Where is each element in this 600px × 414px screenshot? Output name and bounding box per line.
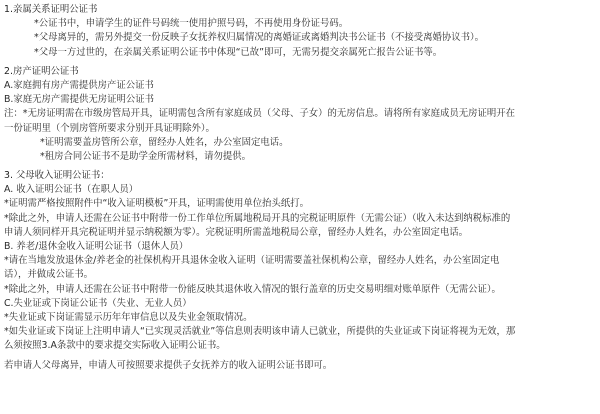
section-3-line: *请在当地发放退休金/养老金的社保机构开具退休金收入证明（证明需要盖社保机构公章，留经办人姓名，办公室固定电: [4, 255, 500, 267]
section-3-line: *失业证或下岗证需显示历年年审信息以及失业金领取情况。: [4, 311, 253, 323]
section-2-note: 注：*无房证明需在市级房管局开具，证明需包含所有家庭成员（父母、子女）的无房信息。请将所有家庭成员无房证明开在: [4, 108, 515, 120]
section-1-title: 1.亲属关系证明公证书: [4, 4, 98, 15]
footer-note: 若申请人父母离异，申请人可按照要求提供子女抚养方的收入证明公证书即可。: [4, 359, 333, 371]
section-3-line: *除此之外，申请人还需在公证书中附带一份能反映其退休收入情况的银行盖章的历史交易明细对账单原件（无需公证）。: [4, 283, 501, 295]
section-3-line: 申请人须同样开具完税证明并显示纳税额为零）。完税证明所需盖地税局公章，留经办人姓名，办公室固定电话。: [4, 226, 469, 238]
section-3-line: *证明需严格按照附件中“收入证明模板”开具，证明需使用单位抬头纸打。: [4, 198, 310, 210]
section-1-line: *父母离异的，需另外提交一份反映子女抚养权归属情况的离婚证或离婚判决书公证书（不接受离婚协议书）。: [34, 32, 484, 44]
section-3-line: A. 收入证明公证书（在职人员）: [4, 184, 139, 196]
section-1-line: *公证书中，申请学生的证件号码统一使用护照号码，不再使用身份证号码。: [34, 18, 349, 30]
section-2-note: 一份证明里（个别房管所要求分别开具证明除外）。: [4, 122, 215, 134]
section-3-line: 么须按照3.A条款中的要求提交实际收入证明公证书。: [4, 340, 226, 352]
section-3-line: B. 养老/退休金收入证明公证书（退休人员）: [4, 241, 189, 252]
section-2-item: B.家庭无房产需提供无房证明公证书: [4, 94, 155, 106]
section-3-line: C.失业证或下岗证公证书（失业、无业人员）: [4, 297, 192, 309]
section-1-line: *父母一方过世的，在亲属关系证明公证书中体现“已故”即可，无需另提交亲属死亡报告公证书等。: [34, 46, 443, 58]
section-3-line: 话），并做成公证书。: [4, 269, 94, 281]
section-2-item: A.家庭拥有房产需提供房产证公证书: [4, 79, 154, 91]
section-2-subline: *租房合同公证书不是助学金所需材料，请勿提供。: [40, 150, 251, 162]
section-2-subline: *证明需要盖房管所公章，留经办人姓名，办公室固定电话。: [40, 136, 289, 148]
section-3-line: *如失业证或下岗证上注明申请人“已实现灵活就业”等信息则表明该申请人已就业，所提供的失业证或下岗证将视为无效，那: [4, 326, 516, 338]
section-2-title: 2.房产证明公证书: [4, 65, 79, 77]
section-3-line: *除此之外，申请人还需在公证书中附带一份工作单位所属地税局开具的完税证明原件（无需公证）（收入未达到纳税标准的: [4, 212, 511, 224]
section-3-title: 3. 父母收入证明公证书：: [4, 170, 110, 182]
